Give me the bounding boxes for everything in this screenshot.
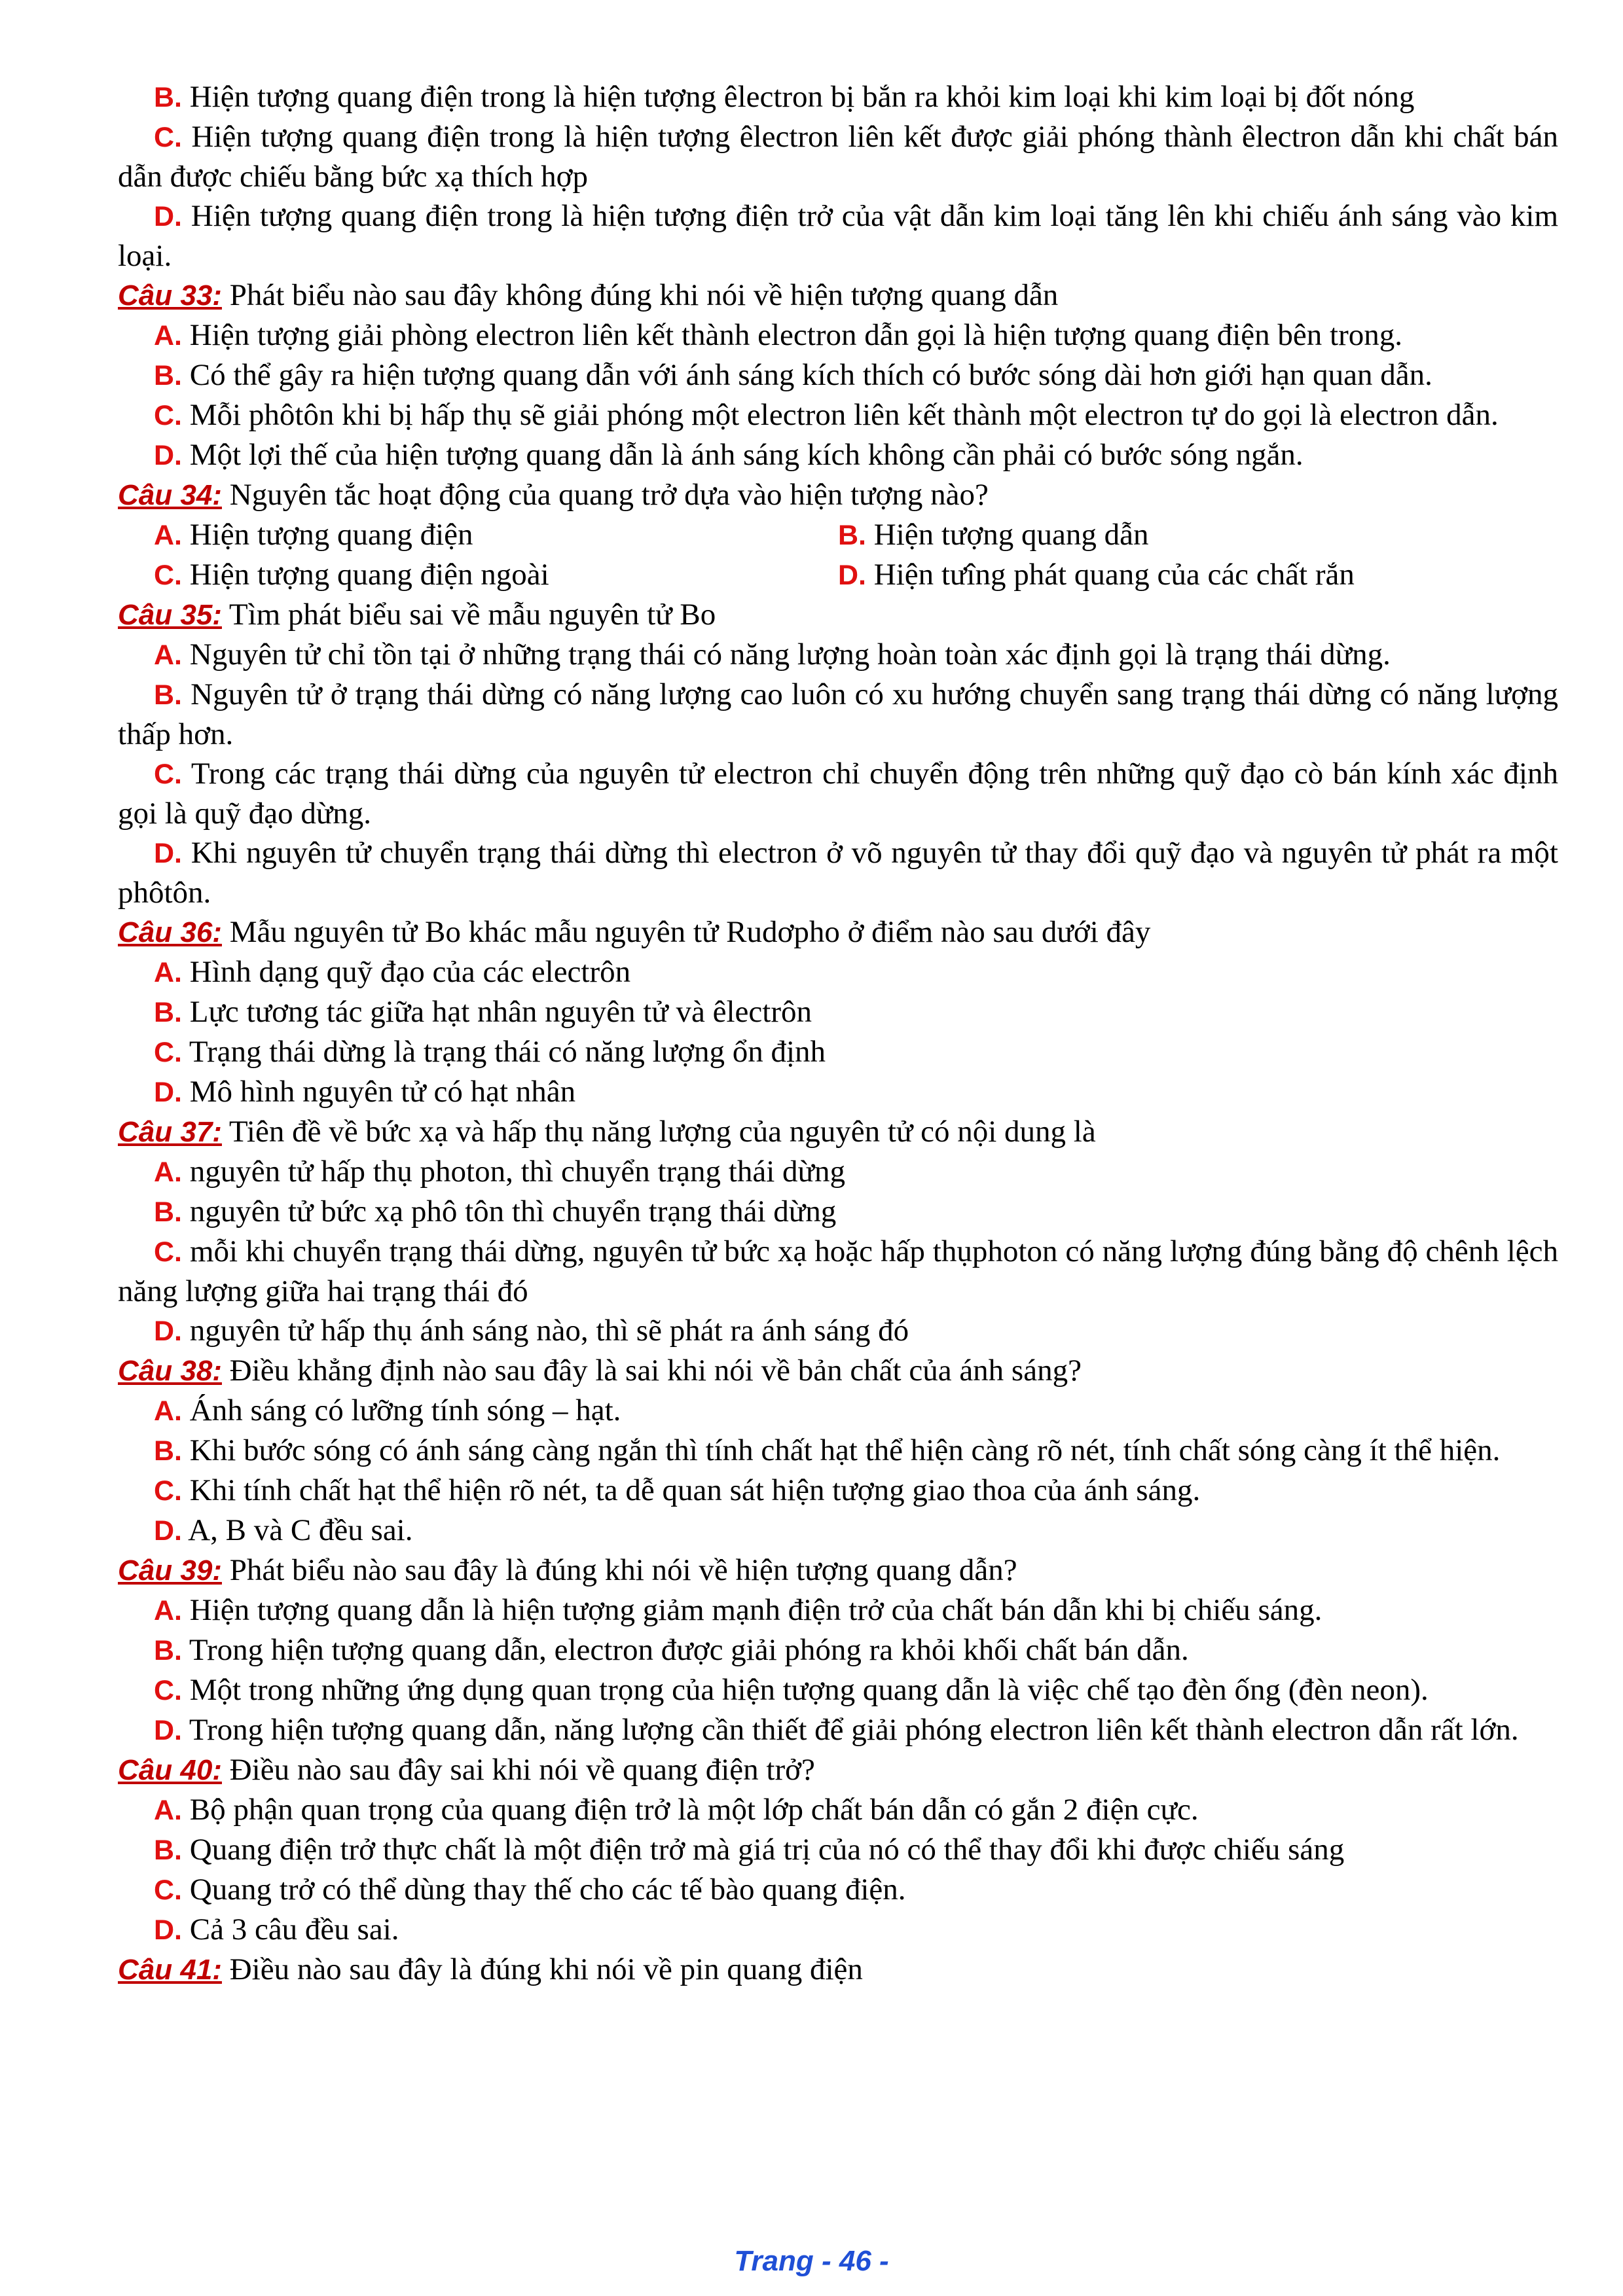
- option-letter: A.: [154, 320, 182, 351]
- option-text: Ánh sáng có lưỡng tính sóng – hạt.: [189, 1393, 621, 1427]
- option-letter: D.: [154, 838, 182, 869]
- option-letter: B.: [154, 679, 182, 711]
- question-34: [118, 475, 1558, 515]
- option-text: Lực tương tác giữa hạt nhân nguyên tử và êlectrôn: [189, 995, 812, 1029]
- option-c: [118, 1232, 1558, 1311]
- option-letter: C.: [154, 122, 182, 153]
- option-text: Quang trở có thể dùng thay thế cho các tế bào quang điện.: [189, 1873, 906, 1907]
- option-letter: C.: [154, 560, 182, 591]
- option-text: Hiện tượng quang điện trong là hiện tượng điện trở của vật dẫn kim loại tăng lên khi chiếu ánh sáng vào kim loại.: [118, 199, 1559, 273]
- option-a: [118, 1391, 1558, 1431]
- question-38: [118, 1351, 1558, 1391]
- option-text: Trạng thái dừng là trạng thái có năng lượng ổn định: [189, 1035, 826, 1069]
- question-text: Phát biểu nào sau đây không đúng khi nói về hiện tượng quang dẫn: [229, 278, 1059, 312]
- option-c: [118, 754, 1558, 833]
- question-37: [118, 1112, 1558, 1152]
- question-text: Tiên đề về bức xạ và hấp thụ năng lượng của nguyên tử có nội dung là: [228, 1115, 1096, 1149]
- option-letter: D.: [154, 1914, 182, 1946]
- option-letter: B.: [154, 82, 182, 113]
- option-letter: B.: [154, 1196, 182, 1228]
- question-label: Câu 41:: [118, 1954, 222, 1986]
- option-text: Mỗi phôtôn khi bị hấp thụ sẽ giải phóng một electron liên kết thành một electron tự do gọi là electron dẫn.: [189, 398, 1499, 432]
- question-text: Phát biểu nào sau đây là đúng khi nói về hiện tượng quang dẫn?: [229, 1553, 1017, 1587]
- option-letter: D.: [154, 1316, 182, 1347]
- option-letter: C.: [154, 1037, 182, 1068]
- option-text: nguyên tử bức xạ phô tôn thì chuyển trạng thái dừng: [189, 1194, 837, 1229]
- document-page: [118, 77, 1558, 1990]
- option-letter: B.: [154, 1835, 182, 1866]
- option-text: Cả 3 câu đều sai.: [189, 1912, 399, 1946]
- question-text: Nguyên tắc hoạt động của quang trở dựa vào hiện tượng nào?: [229, 478, 989, 512]
- option-b: [838, 515, 1558, 555]
- option-text: Nguyên tử ở trạng thái dừng có năng lượng cao luôn có xu hướng chuyển sang trạng thái dừng có năng lượng thấp hơn.: [118, 677, 1558, 751]
- option-letter: D.: [154, 1515, 182, 1547]
- option-text: A, B và C đều sai.: [188, 1513, 413, 1547]
- option-text: Trong hiện tượng quang dẫn, năng lượng cần thiết để giải phóng electron liên kết thành electron dẫn rất lớn.: [189, 1713, 1519, 1747]
- option-text: Mô hình nguyên tử có hạt nhân: [189, 1075, 576, 1109]
- question-35: [118, 595, 1558, 635]
- option-letter: A.: [154, 639, 182, 671]
- question-label: Câu 33:: [118, 279, 222, 312]
- options-row: [118, 515, 1558, 555]
- option-d: [118, 1511, 1558, 1551]
- option-d: [118, 1311, 1558, 1351]
- option-c: [118, 117, 1558, 196]
- question-36: [118, 912, 1558, 952]
- option-letter: D.: [154, 440, 182, 471]
- option-text: Một trong những ứng dụng quan trọng của hiện tượng quang dẫn là việc chế tạo đèn ống (đèn neon).: [189, 1673, 1429, 1707]
- question-label: Câu 36:: [118, 916, 222, 948]
- option-b: [118, 1192, 1558, 1232]
- question-40: [118, 1750, 1558, 1790]
- question-text: Tìm phát biểu sai về mẫu nguyên tử Bo: [228, 598, 716, 632]
- option-letter: C.: [154, 759, 182, 790]
- option-text: Hiện tượng quang điện: [189, 518, 473, 552]
- question-41: [118, 1950, 1558, 1990]
- question-label: Câu 35:: [118, 599, 222, 631]
- option-letter: C.: [154, 400, 182, 431]
- option-text: Hiện tượng quang điện trong là hiện tượng êlectron liên kết được giải phóng thành êlectron dẫn khi chất bán dẫn được chiếu bằng bức xạ thích hợp: [118, 120, 1559, 194]
- option-d: [118, 1910, 1558, 1950]
- option-a: [118, 1152, 1558, 1192]
- question-label: Câu 39:: [118, 1554, 222, 1587]
- option-b: [118, 1830, 1558, 1870]
- option-text: mỗi khi chuyển trạng thái dừng, nguyên tử bức xạ hoặc hấp thụphoton có năng lượng đúng bằng độ chênh lệch năng lượng giữa hai trạng thái đó: [118, 1234, 1558, 1308]
- option-b: [118, 77, 1558, 117]
- option-text: Trong hiện tượng quang dẫn, electron được giải phóng ra khỏi khối chất bán dẫn.: [189, 1633, 1189, 1667]
- option-letter: D.: [154, 201, 182, 232]
- option-letter: B.: [154, 1635, 182, 1666]
- option-letter: A.: [154, 520, 182, 551]
- question-text: Điều nào sau đây sai khi nói về quang điện trở?: [229, 1753, 815, 1787]
- page-number: Trang - 46 -: [734, 2245, 889, 2277]
- option-letter: A.: [154, 957, 182, 988]
- option-text: Hiện tượng giải phòng electron liên kết thành electron dẫn gọi là hiện tượng quang điện bên trong.: [189, 318, 1402, 352]
- option-a: [118, 315, 1558, 355]
- question-label: Câu 37:: [118, 1116, 222, 1148]
- option-b: [118, 355, 1558, 395]
- option-letter: C.: [154, 1236, 182, 1268]
- question-33: [118, 276, 1558, 315]
- option-letter: A.: [154, 1795, 182, 1826]
- option-a: [118, 515, 838, 555]
- option-letter: B.: [838, 520, 866, 551]
- option-letter: A.: [154, 1595, 182, 1626]
- option-d: [118, 435, 1558, 475]
- option-c: [118, 1471, 1558, 1511]
- option-text: nguyên tử hấp thụ ánh sáng nào, thì sẽ phát ra ánh sáng đó: [189, 1314, 909, 1348]
- options-row: [118, 555, 1558, 595]
- question-text: Điều nào sau đây là đúng khi nói về pin quang điện: [229, 1952, 863, 1986]
- option-text: Hiện tượng quang dẫn là hiện tượng giảm mạnh điện trở của chất bán dẫn khi bị chiếu sáng.: [189, 1593, 1322, 1627]
- option-d: [118, 833, 1558, 912]
- option-text: Hiện tượng quang điện ngoài: [189, 558, 549, 592]
- option-a: [118, 952, 1558, 992]
- option-text: Khi tính chất hạt thể hiện rõ nét, ta dễ quan sát hiện tượng giao thoa của ánh sáng.: [189, 1473, 1201, 1507]
- option-c: [118, 1032, 1558, 1072]
- option-letter: A.: [154, 1157, 182, 1188]
- option-text: Quang điện trở thực chất là một điện trở mà giá trị của nó có thể thay đổi khi được chiếu sáng: [189, 1833, 1345, 1867]
- option-letter: C.: [154, 1874, 182, 1906]
- option-text: Hình dạng quỹ đạo của các electrôn: [189, 955, 631, 989]
- option-b: [118, 1431, 1558, 1471]
- option-b: [118, 992, 1558, 1032]
- question-text: Mẫu nguyên tử Bo khác mẫu nguyên tử Rudơpho ở điểm nào sau dưới đây: [229, 915, 1151, 949]
- option-letter: D.: [838, 560, 866, 591]
- option-d: [118, 1710, 1558, 1750]
- option-b: [118, 1630, 1558, 1670]
- question-39: [118, 1551, 1558, 1590]
- question-label: Câu 40:: [118, 1754, 222, 1786]
- question-label: Câu 34:: [118, 479, 222, 511]
- option-a: [118, 1790, 1558, 1830]
- option-text: Có thể gây ra hiện tượng quang dẫn với ánh sáng kích thích có bước sóng dài hơn giới hạn quan dẫn.: [189, 358, 1432, 392]
- question-text: Điều khẳng định nào sau đây là sai khi nói về bản chất của ánh sáng?: [229, 1354, 1082, 1388]
- option-d: [118, 1072, 1558, 1112]
- option-letter: B.: [154, 360, 182, 391]
- option-a: [118, 635, 1558, 675]
- option-b: [118, 675, 1558, 754]
- option-text: Khi bước sóng có ánh sáng càng ngắn thì tính chất hạt thể hiện càng rõ nét, tính chất sóng càng ít thể hiện.: [189, 1433, 1501, 1467]
- question-label: Câu 38:: [118, 1355, 222, 1387]
- option-d: [838, 555, 1558, 595]
- option-letter: C.: [154, 1675, 182, 1706]
- option-letter: D.: [154, 1077, 182, 1108]
- option-letter: B.: [154, 1435, 182, 1467]
- option-text: Một lợi thế của hiện tượng quang dẫn là ánh sáng kích không cần phải có bước sóng ngắn.: [189, 438, 1304, 472]
- option-letter: B.: [154, 997, 182, 1028]
- option-letter: C.: [154, 1475, 182, 1507]
- option-a: [118, 1590, 1558, 1630]
- option-c: [118, 555, 838, 595]
- option-text: Bộ phận quan trọng của quang điện trở là một lớp chất bán dẫn có gắn 2 điện cực.: [189, 1793, 1199, 1827]
- option-c: [118, 1670, 1558, 1710]
- option-text: Nguyên tử chỉ tồn tại ở những trạng thái có năng lượng hoàn toàn xác định gọi là trạng thái dừng.: [189, 637, 1391, 672]
- option-c: [118, 1870, 1558, 1910]
- option-text: Khi nguyên tử chuyển trạng thái dừng thì electron ở võ nguyên tử thay đổi quỹ đạo và nguyên tử phát ra một phôtôn.: [118, 836, 1558, 910]
- option-letter: A.: [154, 1395, 182, 1427]
- option-c: [118, 395, 1558, 435]
- option-d: [118, 196, 1558, 276]
- option-letter: D.: [154, 1715, 182, 1746]
- option-text: Hiện tưîng phát quang của các chất rắn: [873, 558, 1355, 592]
- option-text: Hiện tượng quang điện trong là hiện tượng êlectron bị bắn ra khỏi kim loại khi kim loại bị đốt nóng: [189, 80, 1415, 114]
- option-text: Trong các trạng thái dừng của nguyên tử electron chỉ chuyển động trên những quỹ đạo cò bán kính xác định gọi là quỹ đạo dừng.: [118, 757, 1558, 831]
- option-text: nguyên tử hấp thụ photon, thì chuyển trạng thái dừng: [189, 1155, 845, 1189]
- option-text: Hiện tượng quang dẫn: [873, 518, 1149, 552]
